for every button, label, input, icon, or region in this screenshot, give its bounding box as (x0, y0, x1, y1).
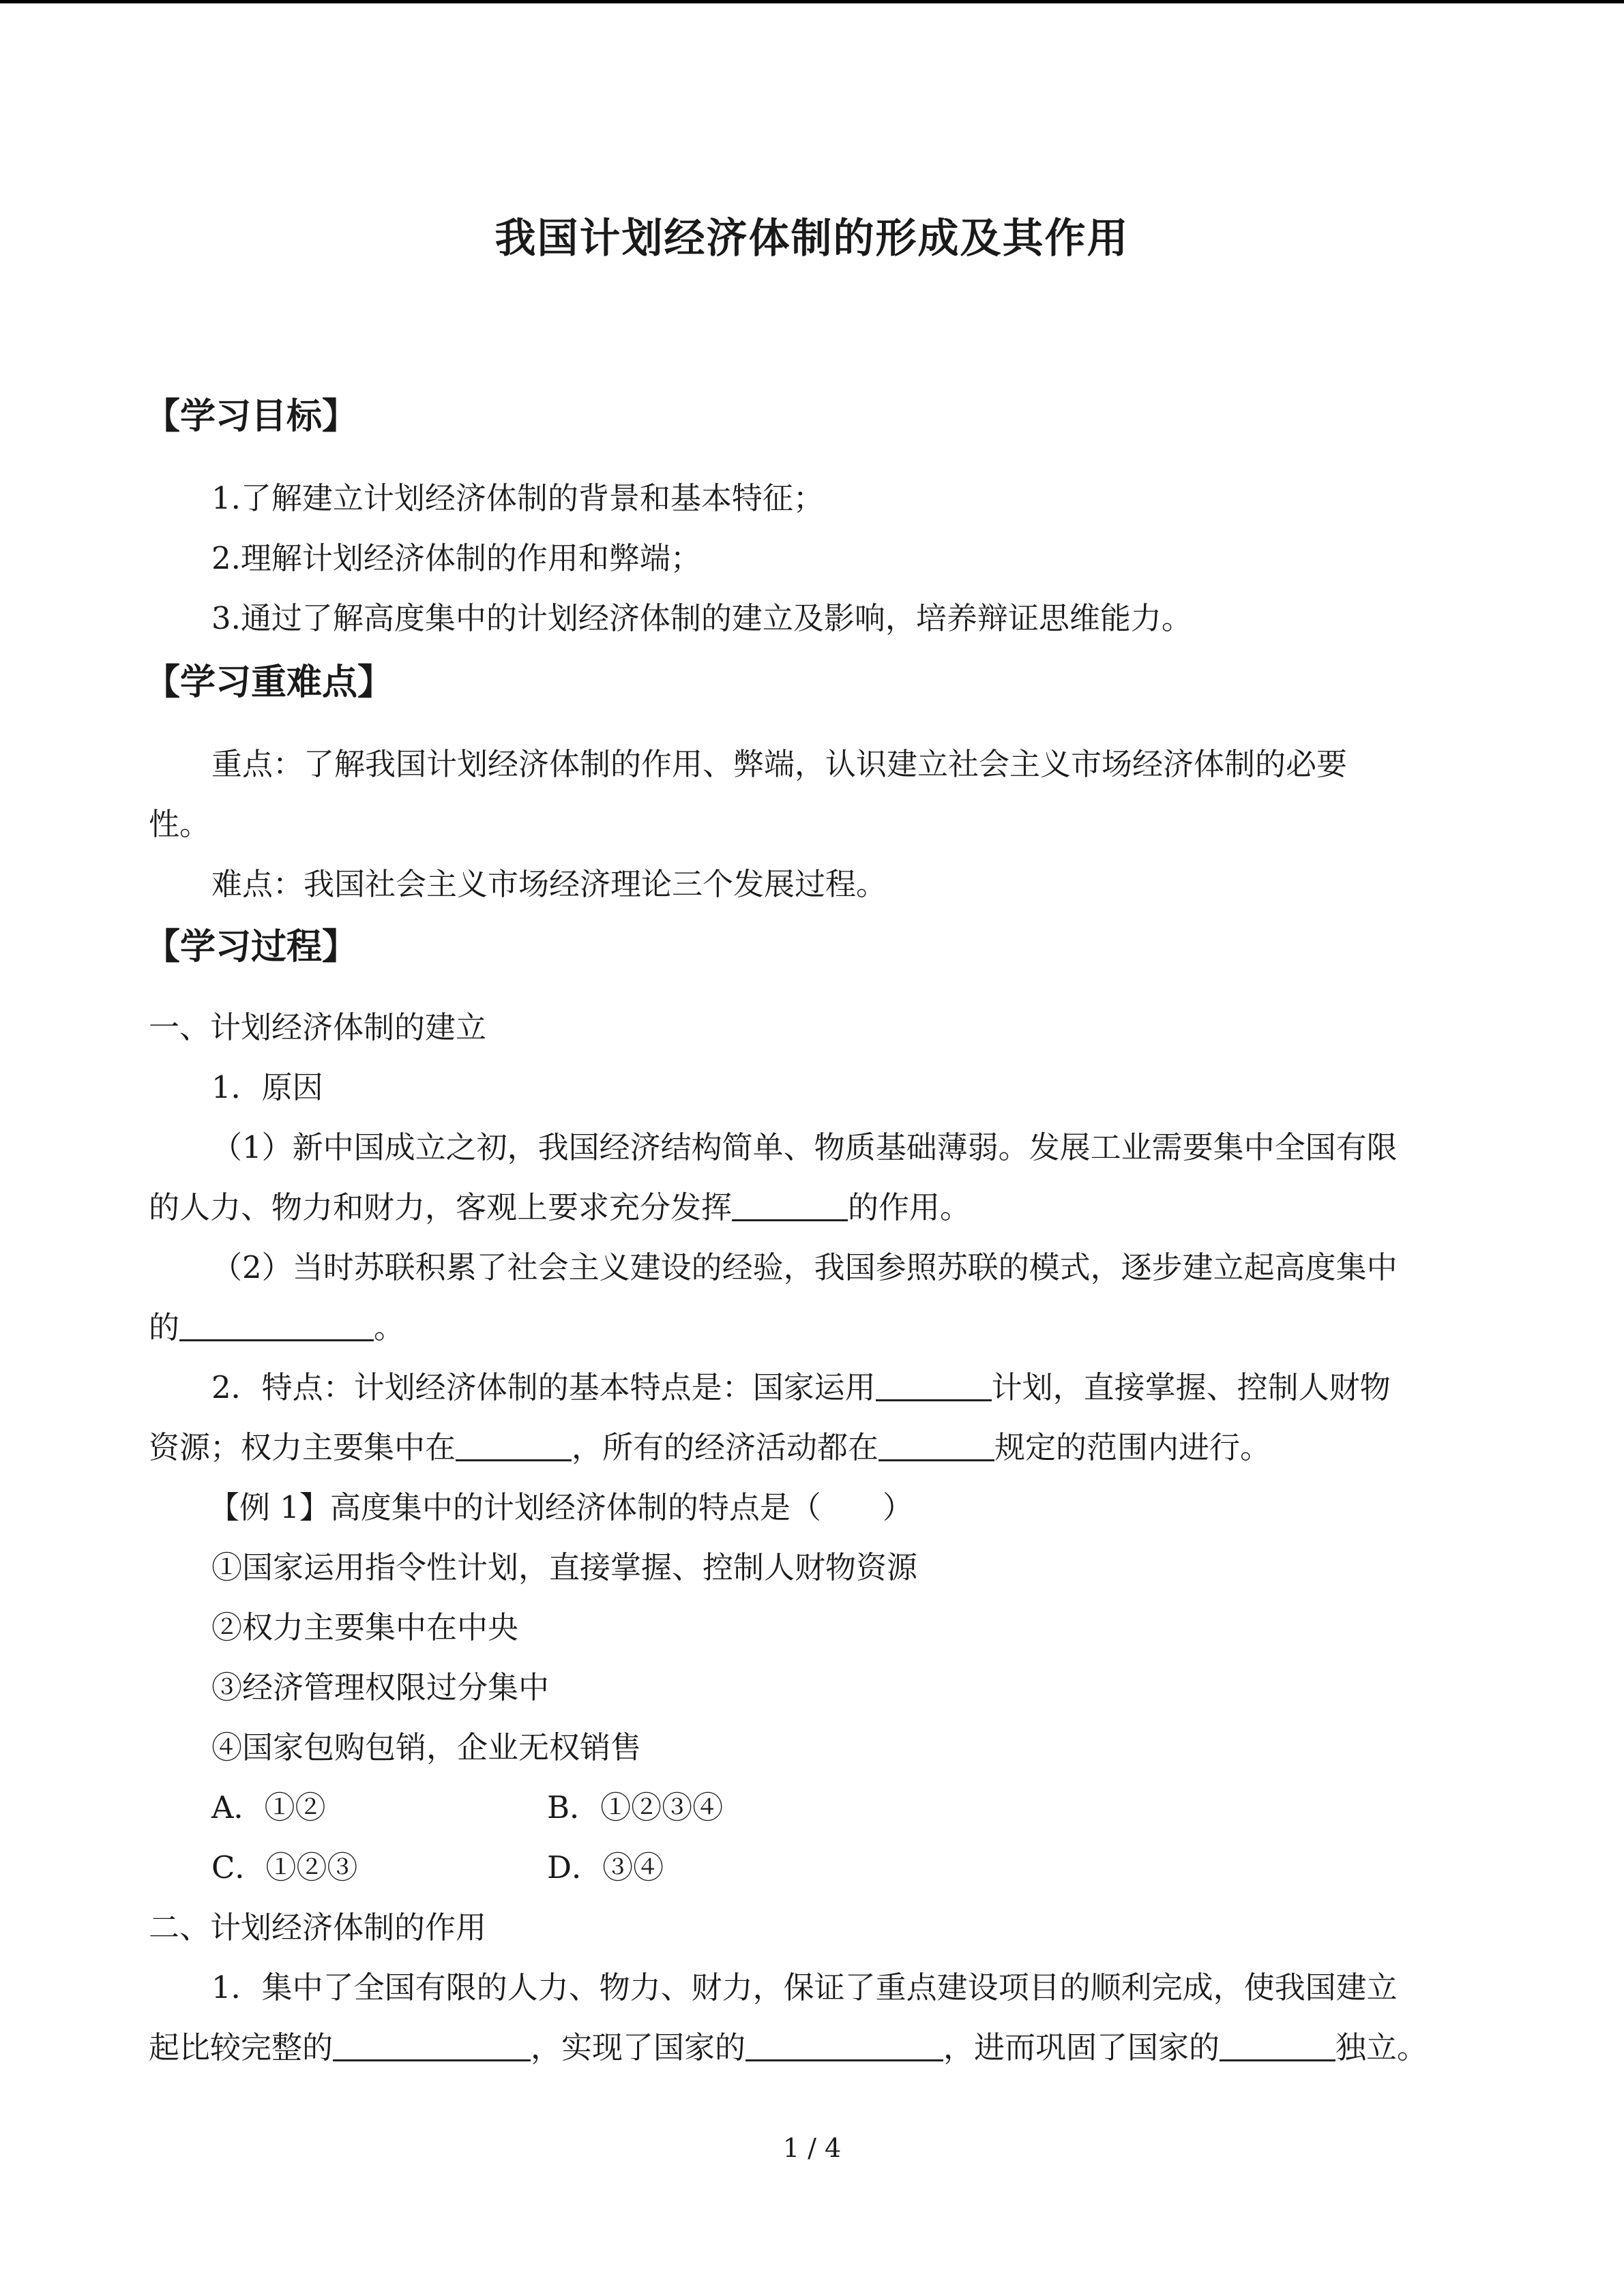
effect-text-c: ，进而巩固了国家的 (943, 2029, 1220, 2066)
feature-line-1 (211, 1362, 1391, 1407)
example-option-3: ③经济管理权限过分集中 (211, 1669, 550, 1705)
reason2-text-a: 的 (149, 1309, 180, 1345)
fill-blank[interactable] (745, 2029, 943, 2061)
feature-line-2 (149, 1422, 1271, 1467)
goals-heading: 【学习目标】 (145, 396, 358, 437)
reason-title: 1．原因 (211, 1069, 323, 1105)
reason1-text-a: 的人力、物力和财力，客观上要求充分发挥 (149, 1189, 733, 1225)
fill-blank[interactable] (732, 1189, 848, 1221)
choice-a[interactable]: A．①② (211, 1789, 326, 1825)
goal-item-2: 2.理解计划经济体制的作用和弊端； (211, 540, 701, 576)
reason1-text-b: 的作用。 (848, 1189, 971, 1225)
fill-blank[interactable] (876, 1369, 992, 1401)
example-option-4: ④国家包购包销，企业无权销售 (211, 1729, 642, 1765)
reason1-line-1: （1）新中国成立之初，我国经济结构简单、物质基础薄弱。发展工业需要集中全国有限 (211, 1129, 1398, 1165)
effect-line-1: 1．集中了全国有限的人力、物力、财力，保证了重点建设项目的顺利完成，使我国建立 (211, 1969, 1398, 2006)
reason2-line-2 (149, 1302, 404, 1347)
reason1-line-2 (149, 1182, 971, 1227)
fill-blank[interactable] (456, 1429, 572, 1461)
key-points-heading: 【学习重难点】 (145, 662, 394, 703)
example-stem: 【例 1】高度集中的计划经济体制的特点是（ ） (209, 1489, 913, 1525)
effect-text-b: ，实现了国家的 (531, 2029, 746, 2066)
effect-text-d: 独立。 (1335, 2029, 1428, 2066)
goal-item-3: 3.通过了解高度集中的计划经济体制的建立及影响，培养辩证思维能力。 (211, 600, 1192, 636)
example-option-1: ①国家运用指令性计划，直接掌握、控制人财物资源 (211, 1549, 918, 1585)
fill-blank[interactable] (179, 1309, 374, 1341)
feature-text-b: 计划，直接掌握、控制人财物 (991, 1369, 1391, 1405)
choice-b[interactable]: B．①②③④ (547, 1789, 724, 1825)
feature-text-d: ，所有的经济活动都在 (572, 1429, 879, 1465)
part1-title: 一、计划经济体制的建立 (149, 1009, 487, 1045)
effect-line-2 (149, 2023, 1428, 2067)
focus-line-1: 重点：了解我国计划经济体制的作用、弊端，认识建立社会主义市场经济体制的必要 (211, 746, 1348, 782)
document-title: 我国计划经济体制的形成及其作用 (494, 215, 1130, 263)
focus-line-2: 性。 (149, 806, 211, 842)
fill-blank[interactable] (879, 1429, 994, 1461)
feature-text-c: 资源；权力主要集中在 (149, 1429, 456, 1465)
fill-blank[interactable] (333, 2029, 531, 2061)
goal-item-1: 1.了解建立计划经济体制的背景和基本特征； (211, 480, 824, 516)
reason2-line-1: （2）当时苏联积累了社会主义建设的经验，我国参照苏联的模式，逐步建立起高度集中 (211, 1249, 1398, 1285)
difficulty-line: 难点：我国社会主义市场经济理论三个发展过程。 (211, 866, 887, 902)
example-option-2: ②权力主要集中在中央 (211, 1609, 519, 1645)
feature-text-a: 2．特点：计划经济体制的基本特点是：国家运用 (211, 1369, 876, 1405)
page-indicator: 1 / 4 (782, 2133, 842, 2163)
fill-blank[interactable] (1220, 2029, 1335, 2061)
choice-d[interactable]: D．③④ (547, 1849, 664, 1885)
effect-text-a: 起比较完整的 (149, 2029, 334, 2066)
choice-c[interactable]: C．①②③ (211, 1849, 358, 1885)
reason2-text-b: 。 (374, 1309, 405, 1345)
part2-title: 二、计划经济体制的作用 (149, 1909, 487, 1945)
feature-text-e: 规定的范围内进行。 (994, 1429, 1271, 1465)
process-heading: 【学习过程】 (145, 927, 358, 968)
